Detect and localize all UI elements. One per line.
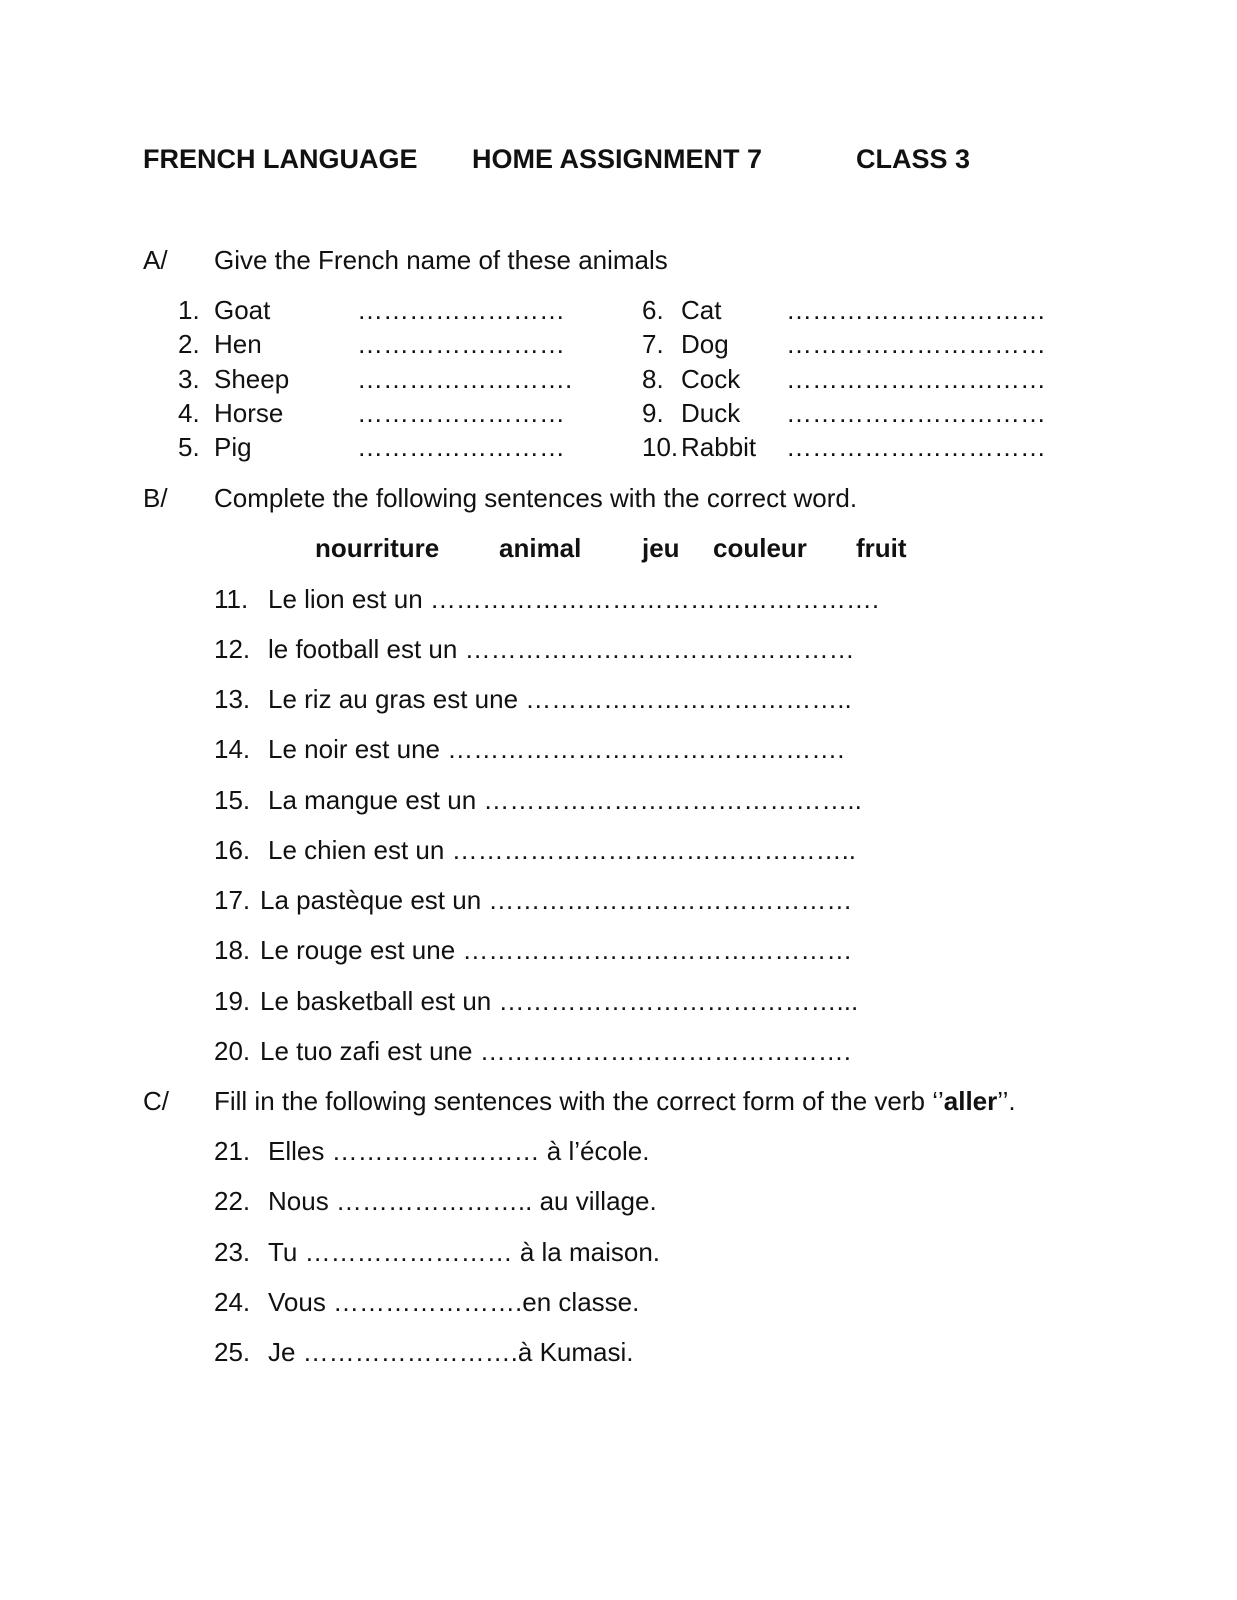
answer-blank[interactable]: …………………… xyxy=(357,398,565,428)
assignment-title: HOME ASSIGNMENT 7 xyxy=(472,144,763,174)
answer-blank[interactable]: …………………… xyxy=(357,432,565,462)
answer-blank[interactable]: ………………………… xyxy=(786,364,1046,394)
instruction-text-end: ’’. xyxy=(997,1086,1016,1116)
item-number: 24. xyxy=(214,1287,251,1317)
sentence-item[interactable]: La pastèque est un …………………………………… xyxy=(260,885,853,915)
instruction-text: Fill in the following sentences with the correct form of the verb ‘’ xyxy=(214,1086,944,1116)
answer-blank[interactable]: ……………………. xyxy=(357,364,573,394)
answer-blank[interactable]: …………………… xyxy=(357,295,565,325)
item-number: 22. xyxy=(214,1186,251,1216)
subject-title: FRENCH LANGUAGE xyxy=(143,144,418,174)
sentence-item[interactable]: Le chien est un ……………………………………….. xyxy=(268,835,857,865)
item-number: 12. xyxy=(214,634,251,664)
answer-blank[interactable]: ………………………… xyxy=(786,295,1046,325)
sentence-item[interactable]: le football est un ……………………………………… xyxy=(268,634,855,664)
item-number: 10. xyxy=(642,432,679,462)
animal-word: Duck xyxy=(681,398,741,428)
answer-blank[interactable]: ………………………… xyxy=(786,398,1046,428)
section-c-label: C/ xyxy=(143,1086,169,1116)
sentence-item[interactable]: Le rouge est une ……………………………………… xyxy=(260,935,853,965)
section-b-label: B/ xyxy=(143,483,168,513)
sentence-item[interactable]: Nous ………………….. au village. xyxy=(268,1186,657,1216)
sentence-item[interactable]: Le lion est un ……………………………………………. xyxy=(268,584,880,614)
class-label: CLASS 3 xyxy=(856,144,971,174)
item-number: 19. xyxy=(214,986,251,1016)
animal-word: Dog xyxy=(681,329,729,359)
sentence-item[interactable]: Le tuo zafi est une ……………………………………. xyxy=(260,1036,851,1066)
answer-blank[interactable]: ………………………… xyxy=(786,329,1046,359)
animal-word: Rabbit xyxy=(681,432,757,462)
item-number: 2. xyxy=(178,329,200,359)
animal-word: Hen xyxy=(214,329,262,359)
sentence-item[interactable]: Je …………………….à Kumasi. xyxy=(268,1337,634,1367)
sentence-item[interactable]: Vous ………………….en classe. xyxy=(268,1287,640,1317)
word-bank-item: fruit xyxy=(856,533,907,563)
item-number: 16. xyxy=(214,835,251,865)
item-number: 20. xyxy=(214,1036,251,1066)
item-number: 23. xyxy=(214,1237,251,1267)
animal-word: Pig xyxy=(214,432,252,462)
item-number: 3. xyxy=(178,364,200,394)
sentence-item[interactable]: Elles …………………… à l’école. xyxy=(268,1136,650,1166)
section-a-instruction: Give the French name of these animals xyxy=(214,245,668,275)
sentence-item[interactable]: La mangue est un …………………………………….. xyxy=(268,785,862,815)
answer-blank[interactable]: ………………………… xyxy=(786,432,1046,462)
word-bank-item: couleur xyxy=(713,533,807,563)
item-number: 4. xyxy=(178,398,200,428)
animal-word: Horse xyxy=(214,398,284,428)
sentence-item[interactable]: Le basketball est un …………………………………... xyxy=(260,986,859,1016)
animal-word: Cock xyxy=(681,364,741,394)
section-c-instruction xyxy=(214,1088,1016,1114)
item-number: 7. xyxy=(642,329,664,359)
item-number: 17. xyxy=(214,885,251,915)
item-number: 14. xyxy=(214,734,251,764)
verb-aller: aller xyxy=(943,1086,998,1116)
section-b-instruction: Complete the following sentences with the correct word. xyxy=(214,483,858,513)
item-number: 9. xyxy=(642,398,664,428)
item-number: 13. xyxy=(214,684,251,714)
section-a-label: A/ xyxy=(143,245,168,275)
item-number: 8. xyxy=(642,364,664,394)
animal-word: Goat xyxy=(214,295,271,325)
animal-word: Sheep xyxy=(214,364,290,394)
answer-blank[interactable]: …………………… xyxy=(357,329,565,359)
item-number: 6. xyxy=(642,295,664,325)
sentence-item[interactable]: Tu …………………… à la maison. xyxy=(268,1237,661,1267)
item-number: 5. xyxy=(178,432,200,462)
word-bank-item: animal xyxy=(499,533,582,563)
item-number: 18. xyxy=(214,935,251,965)
sentence-item[interactable]: Le riz au gras est une ……………………………….. xyxy=(268,684,852,714)
item-number: 11. xyxy=(214,584,249,614)
sentence-item[interactable]: Le noir est une ………………………………………. xyxy=(268,734,845,764)
item-number: 1. xyxy=(178,295,200,325)
animal-word: Cat xyxy=(681,295,722,325)
word-bank-item: nourriture xyxy=(315,533,440,563)
word-bank-item: jeu xyxy=(642,533,680,563)
item-number: 21. xyxy=(214,1136,251,1166)
item-number: 25. xyxy=(214,1337,251,1367)
item-number: 15. xyxy=(214,785,251,815)
